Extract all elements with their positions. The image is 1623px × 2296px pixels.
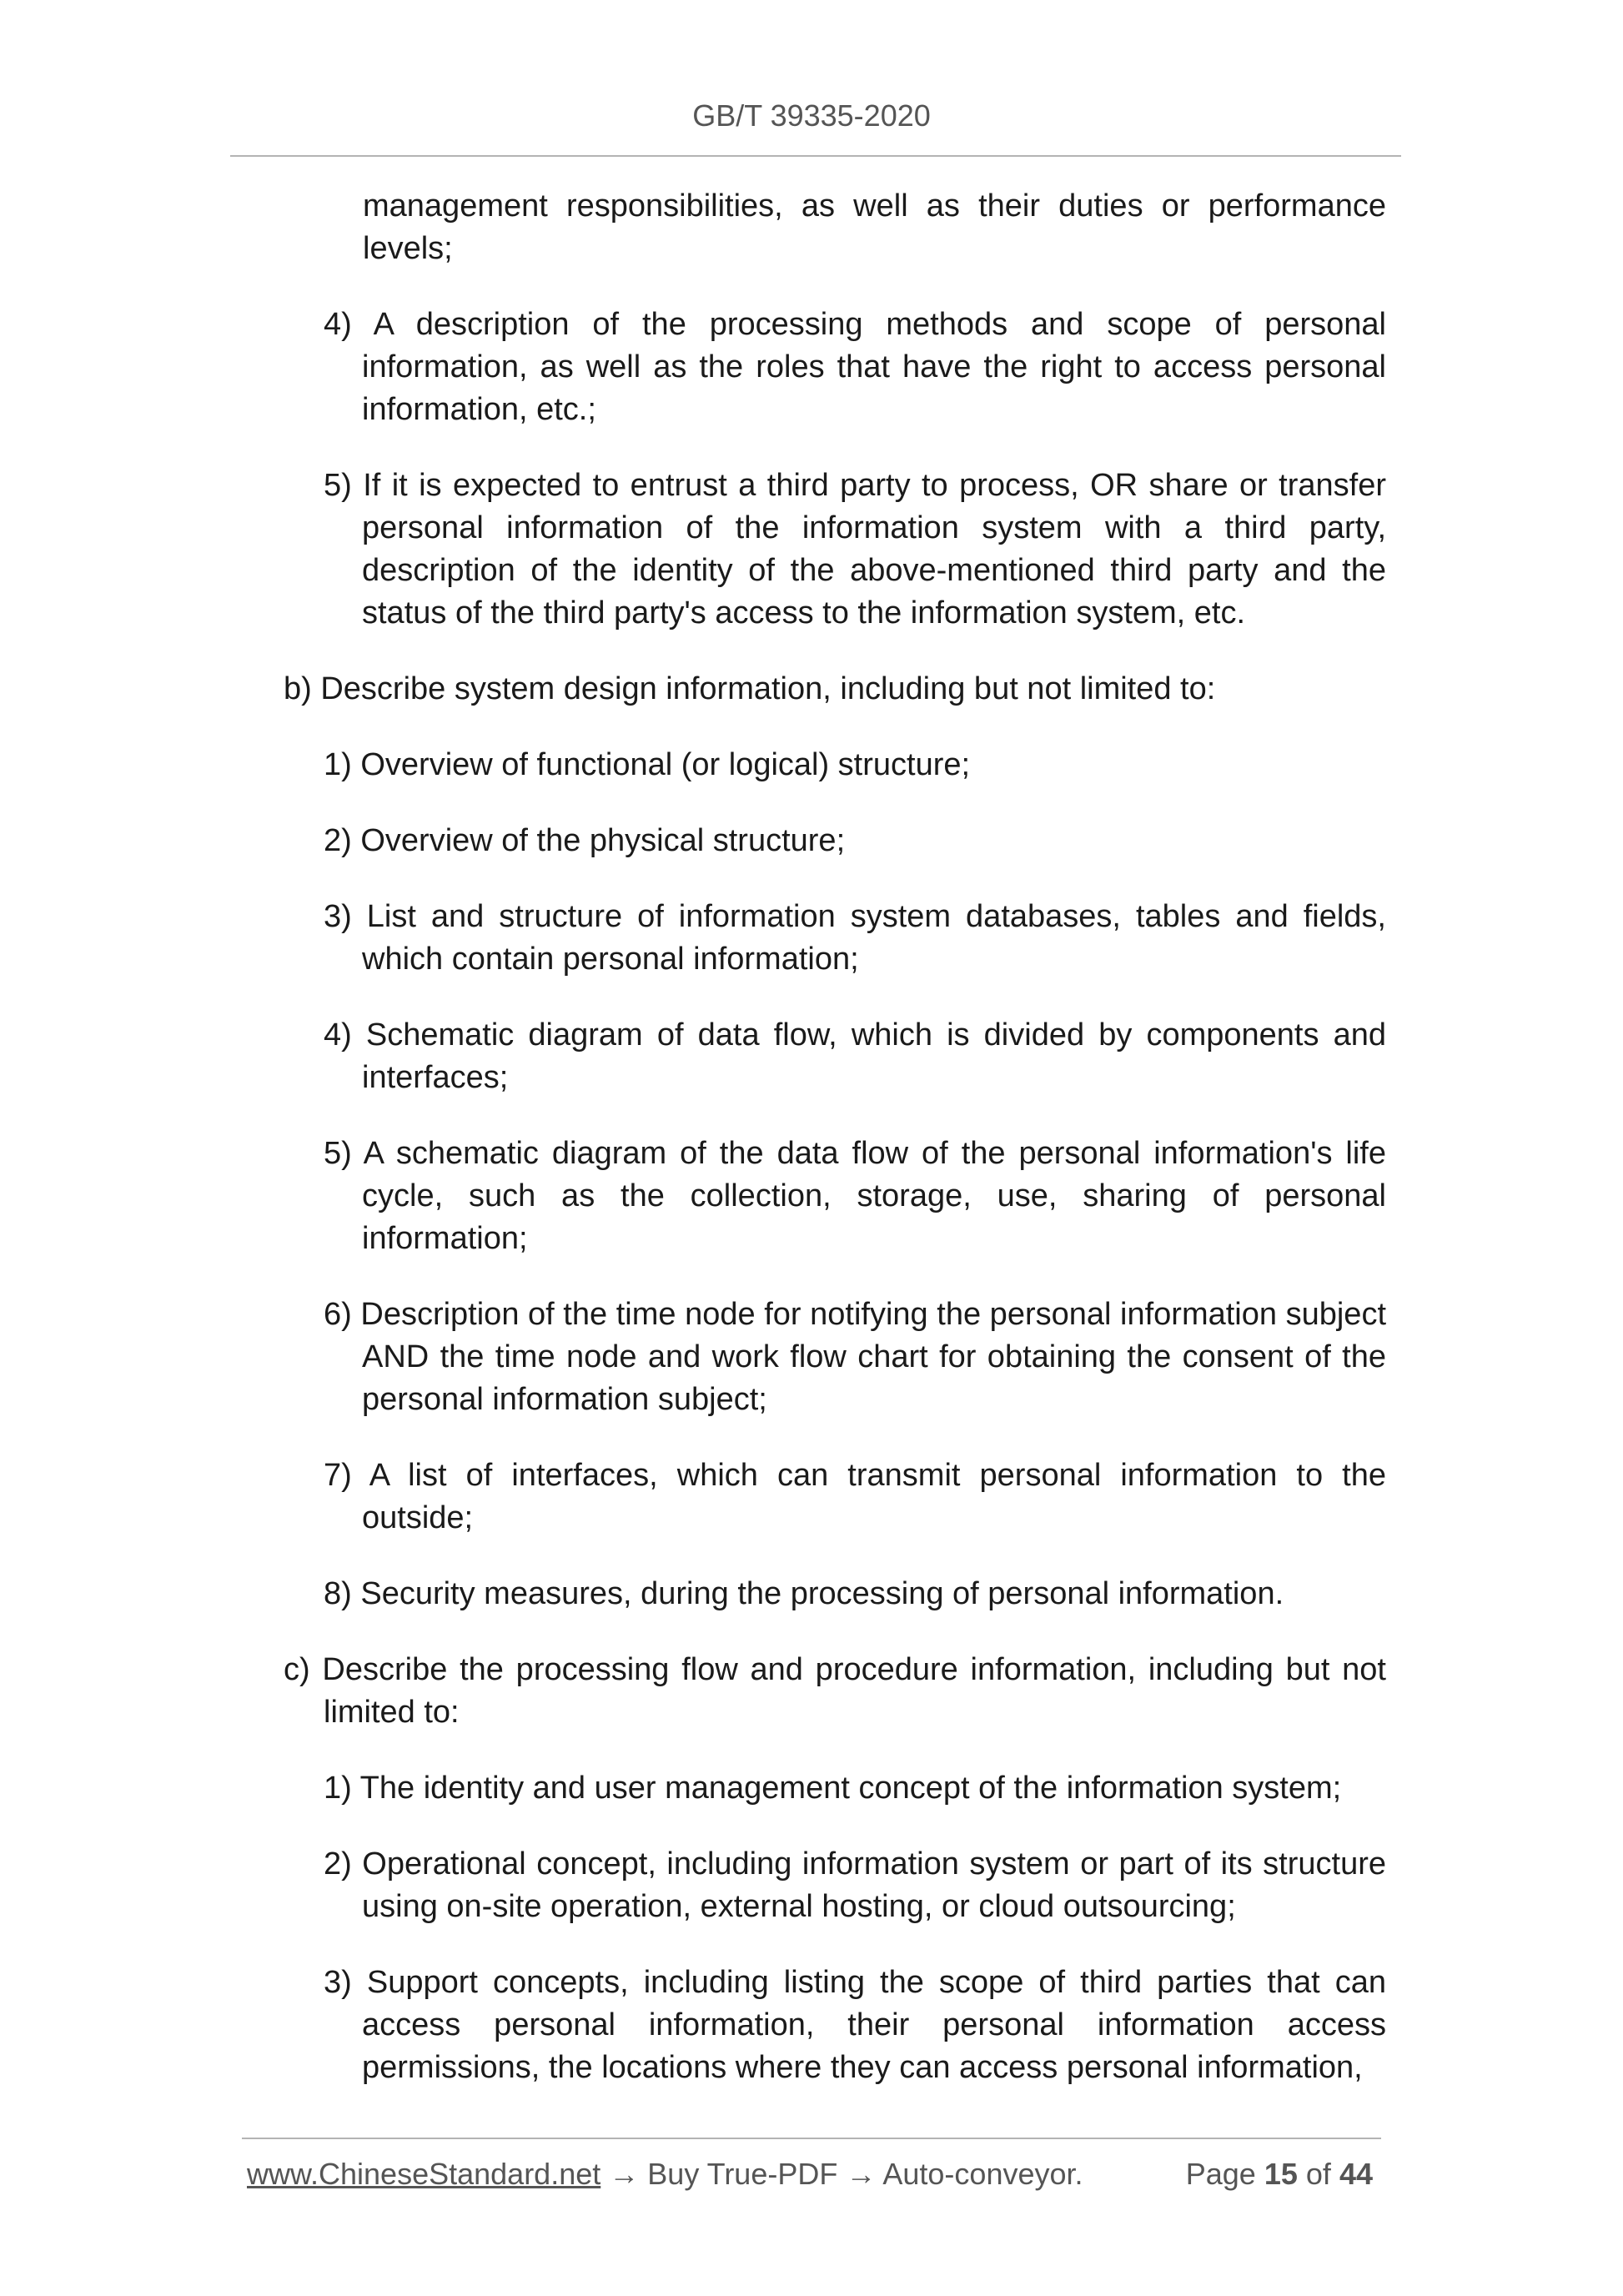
total-pages: 44 (1339, 2157, 1373, 2191)
list-item: 7) A list of interfaces, which can transmit personal information to the outside; (324, 1458, 1386, 1535)
footer-divider (242, 2138, 1381, 2139)
list-item: 8) Security measures, during the processing of personal information. (324, 1576, 1284, 1611)
list-item: 4) A description of the processing methods and scope of personal information, as well as the roles that have the right to access personal information, etc.; (324, 307, 1386, 427)
arrow-icon: → (609, 2157, 640, 2191)
auto-conveyor-text: Auto-conveyor. (882, 2157, 1083, 2191)
continuation-paragraph: management responsibilities, as well as their duties or performance levels; (363, 188, 1386, 266)
section-b-heading: b) Describe system design information, including but not limited to: (284, 671, 1216, 706)
page-header (0, 98, 1623, 133)
document-body (284, 185, 1386, 2123)
page-number (1186, 2157, 1373, 2192)
list-item: 1) The identity and user management concept of the information system; (324, 1771, 1342, 1806)
of-label: of (1305, 2157, 1331, 2191)
section-c-heading: c) Describe the processing flow and procedure information, including but not limited to: (284, 1652, 1386, 1730)
list-item: 2) Overview of the physical structure; (324, 823, 846, 858)
list-item: 3) List and structure of information system databases, tables and fields, which contain personal information; (324, 899, 1386, 977)
list-item: 4) Schematic diagram of data flow, which is divided by components and interfaces; (324, 1017, 1386, 1095)
standard-number: GB/T 39335-2020 (692, 98, 931, 133)
list-item: 6) Description of the time node for notifying the personal information subject AND the time node and work flow chart for obtaining the consent of the personal information subject; (324, 1297, 1386, 1417)
list-item: 2) Operational concept, including information system or part of its structure using on-site operation, external hosting, or cloud outsourcing; (324, 1846, 1386, 1924)
list-item: 5) A schematic diagram of the data flow of the personal information's life cycle, such as the collection, storage, use, sharing of personal information; (324, 1136, 1386, 1256)
arrow-icon: → (846, 2157, 877, 2191)
header-divider (230, 155, 1401, 157)
list-item: 1) Overview of functional (or logical) structure; (324, 747, 971, 782)
page-footer (247, 2157, 1378, 2198)
buy-true-pdf-text: Buy True-PDF (647, 2157, 838, 2191)
list-item: 5) If it is expected to entrust a third party to process, OR share or transfer personal information of the information system with a third party, description of the identity of the above-mentioned third party and the status of the third party's access to the information system, etc. (324, 468, 1386, 631)
page-label: Page (1185, 2157, 1256, 2191)
website-link[interactable]: www.ChineseStandard.net (247, 2157, 601, 2191)
current-page: 15 (1264, 2157, 1298, 2191)
footer-links (247, 2157, 1083, 2192)
list-item: 3) Support concepts, including listing the scope of third parties that can access personal information, their personal information access permissions, the locations where they can access personal information, (324, 1965, 1386, 2085)
